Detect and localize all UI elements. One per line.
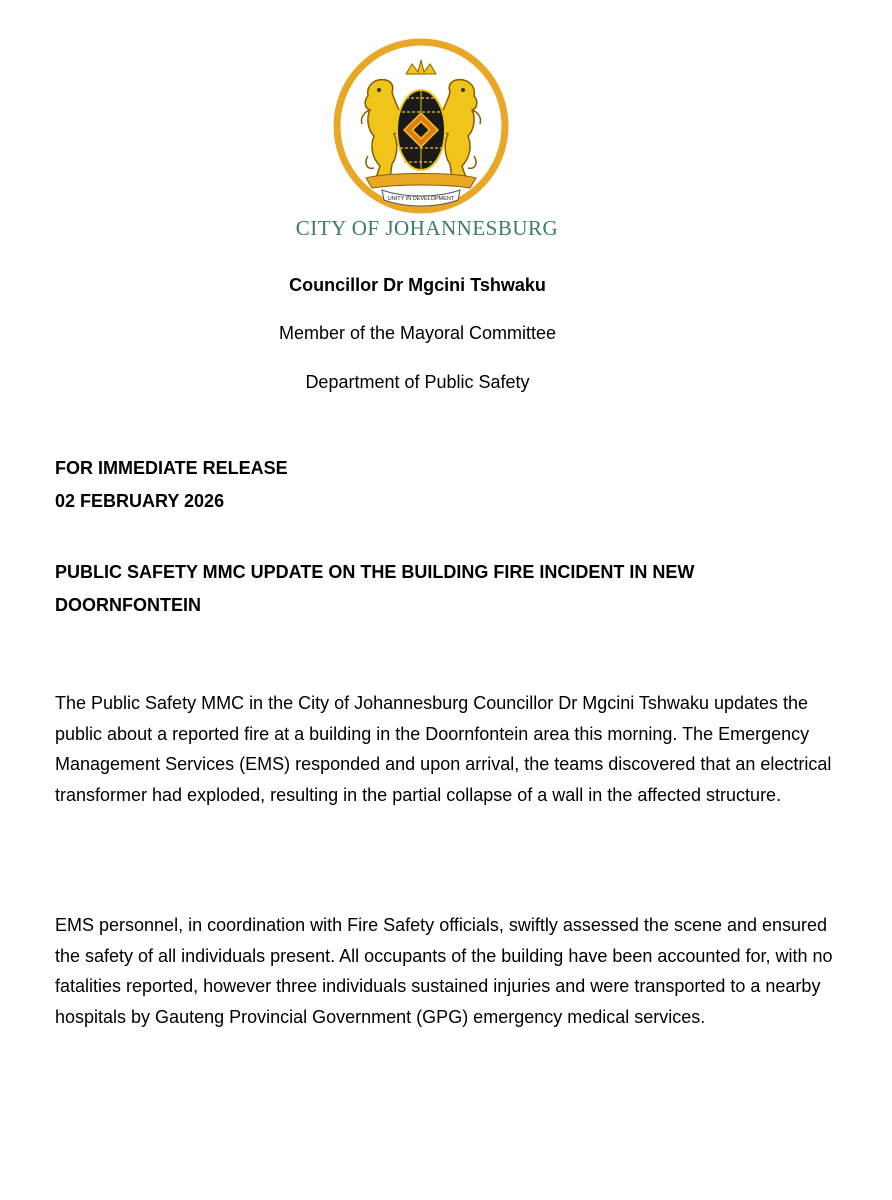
shield-icon [397,90,445,170]
councillor-role: Member of the Mayoral Committee [278,323,557,343]
release-label: FOR IMMEDIATE RELEASE [55,458,288,478]
body-paragraph-2: EMS personnel, in coordination with Fire Safety officials, swiftly assessed the scene and ensured the safety of all individuals present. All occupants of the building have been accounted for, with no fatalities reported, however three individuals sustained injuries and were transported to a nearby hospitals by Gauteng Provincial Government (GPG) emergency medical services. [55,915,833,1027]
city-logo [294,38,560,250]
coat-of-arms-icon [294,38,560,214]
release-info [55,452,835,518]
body-paragraph-1: The Public Safety MMC in the City of Johannesburg Councillor Dr Mgcini Tshwaku updates the public about a reported fire at a building in the Doornfontein area this morning. The Emergency Management Services (EMS) responded and upon arrival, the teams discovered that an electrical transformer had exploded, resulting in the partial collapse of a wall in the affected structure. [55,693,832,805]
councillor-name: Councillor Dr Mgcini Tshwaku [289,275,546,295]
press-headline: PUBLIC SAFETY MMC UPDATE ON THE BUILDING FIRE INCIDENT IN NEW DOORNFONTEIN [55,562,695,615]
release-date: 02 FEBRUARY 2026 [55,491,225,511]
department-name: Department of Public Safety [305,372,530,392]
logo-motto: UNITY IN DEVELOPMENT [387,196,455,202]
logo-city-name: CITY OF JOHANNESBURG [295,216,559,240]
